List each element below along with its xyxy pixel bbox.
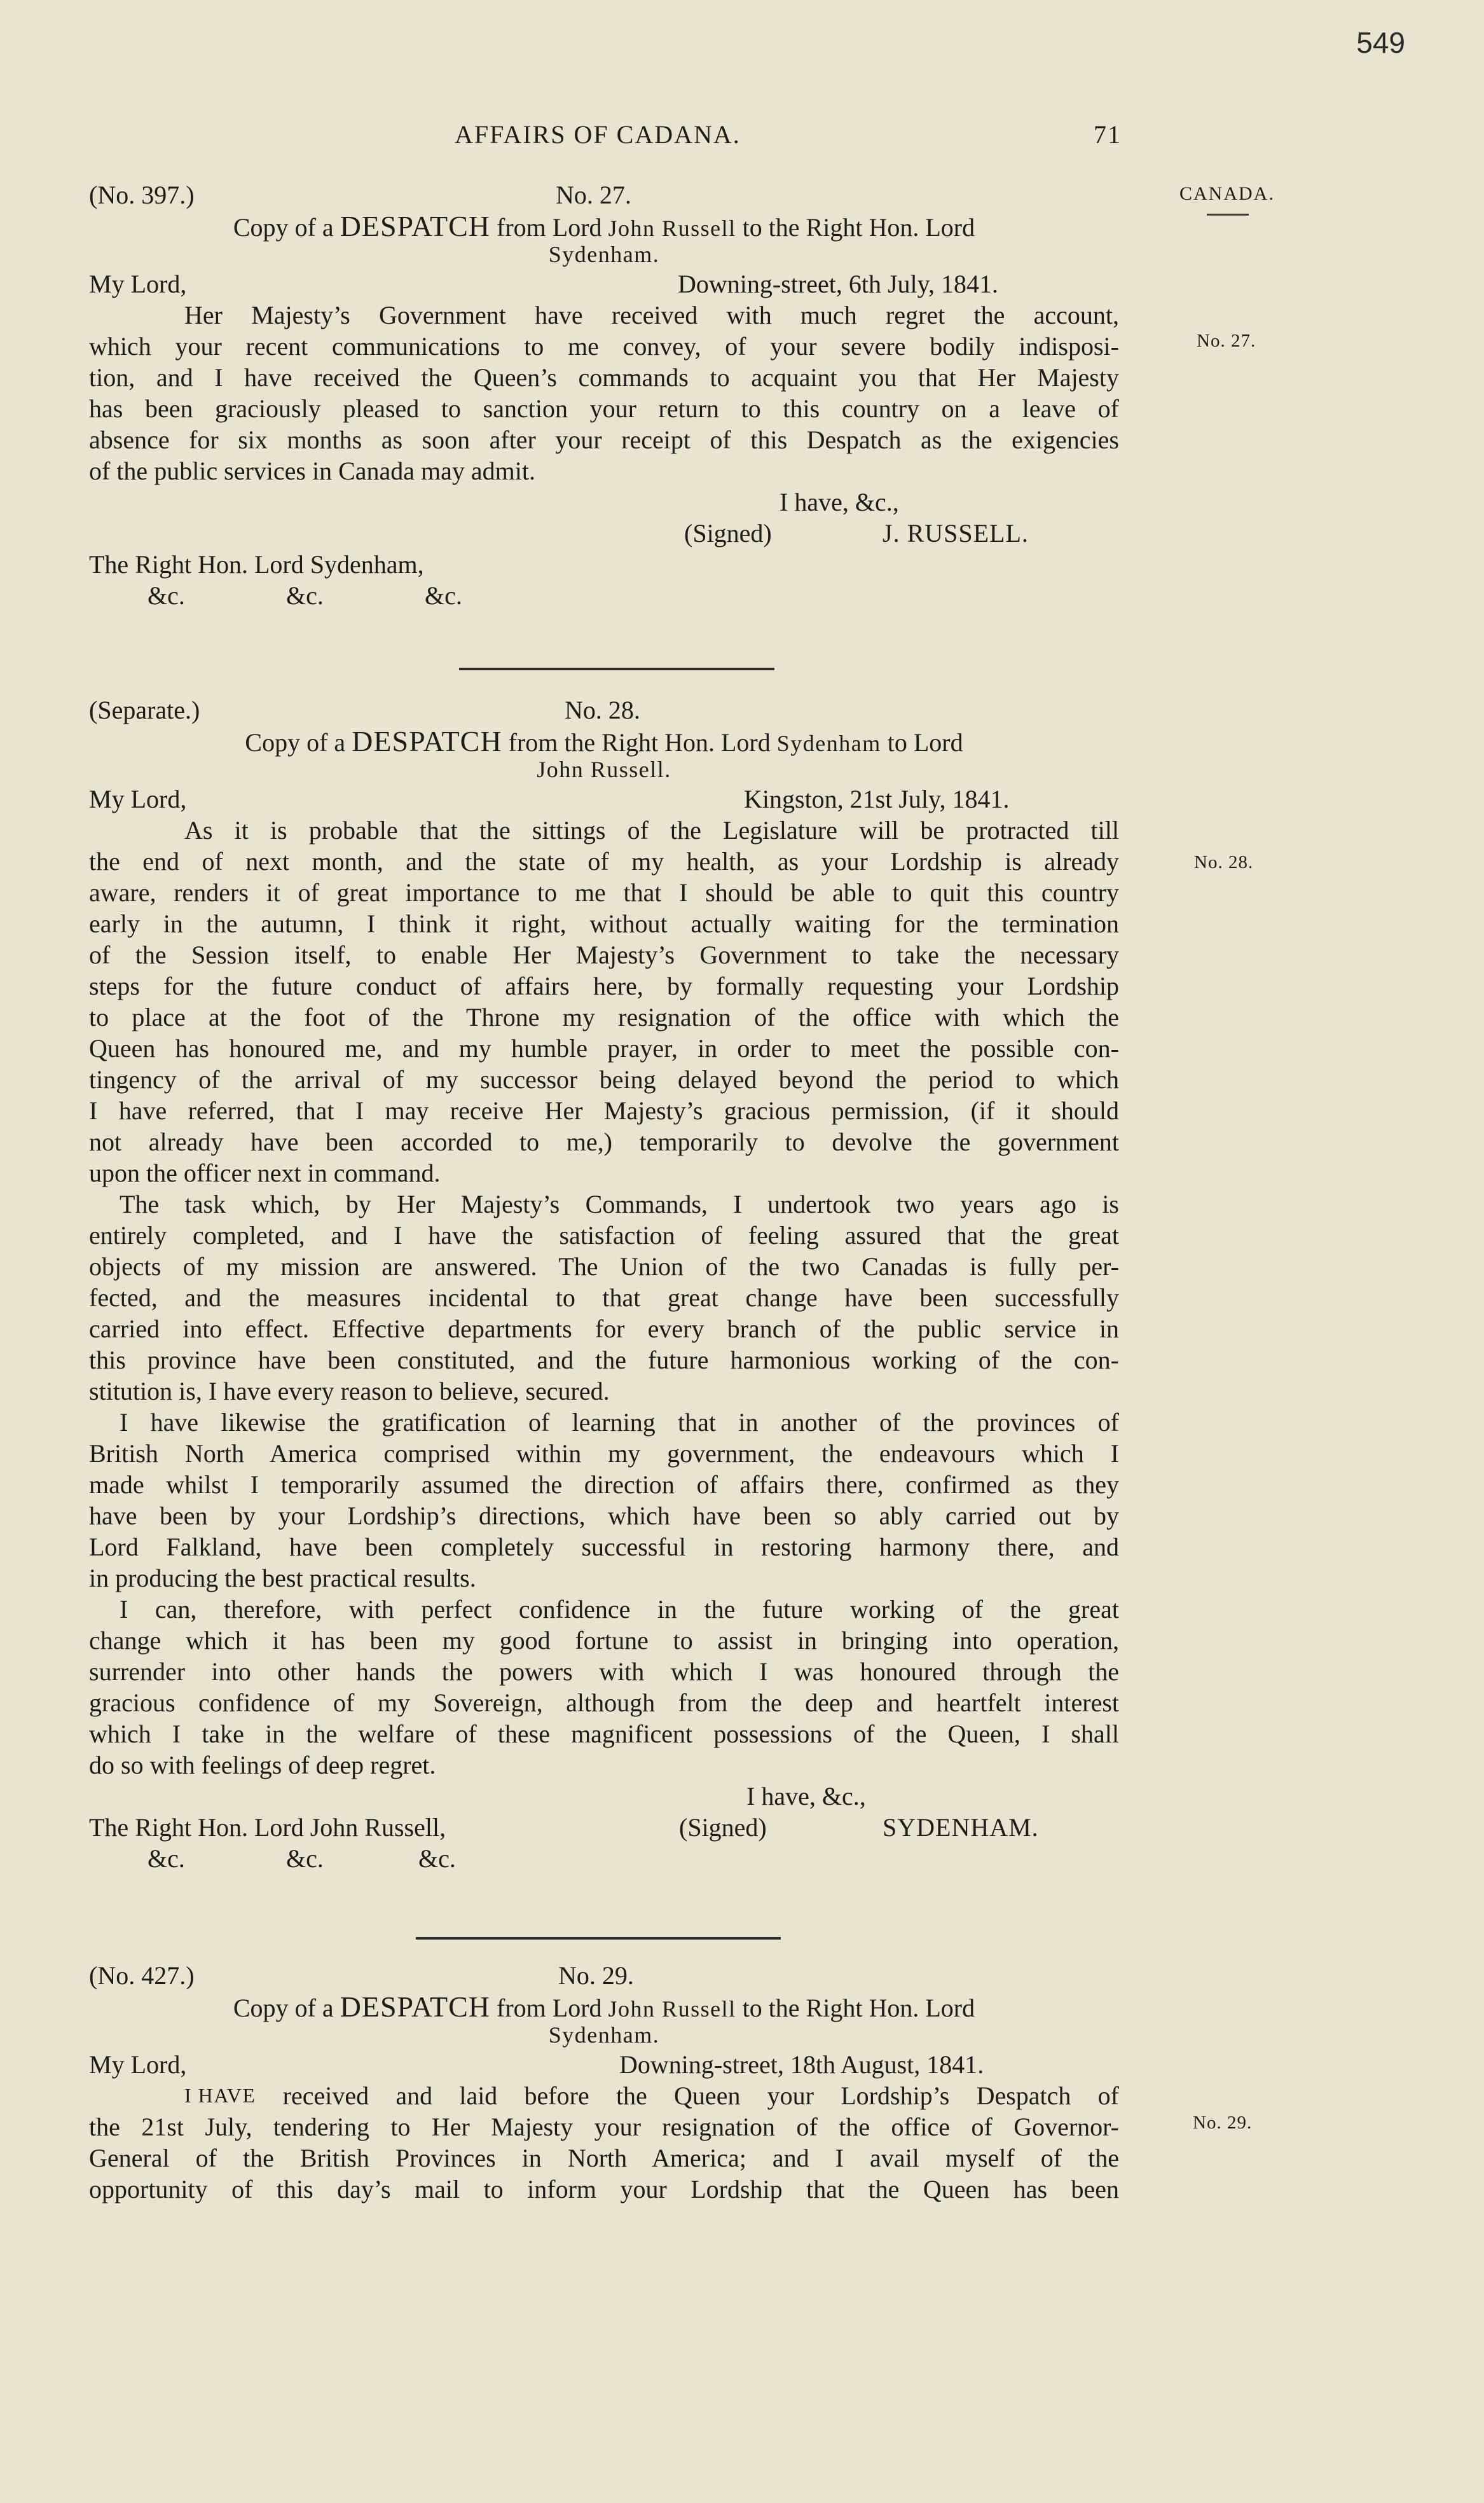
- body-line: tingency of the arrival of my successor being delayed beyond the period to which: [89, 1065, 1119, 1094]
- signature-row: [89, 1812, 1119, 1843]
- despatch-number: No. 28.: [565, 696, 640, 724]
- body-line: of the public services in Canada may admit.: [89, 457, 536, 485]
- body-line: not already have been accorded to me,) temporarily to devolve the government: [89, 1127, 1119, 1156]
- folio-number: 549: [1356, 26, 1405, 59]
- title-despatch: DESPATCH: [340, 1990, 491, 2023]
- title-part: of a: [288, 1994, 340, 2022]
- etc-row: [89, 580, 1119, 611]
- body-text: received and laid before the Queen your Lordship’s Despatch of: [256, 2081, 1119, 2110]
- title-despatch: DESPATCH: [340, 210, 491, 242]
- body-line: The task which, by Her Majesty’s Commands, I undertook two years ago is: [120, 1190, 1119, 1218]
- closing-row: [89, 1781, 1119, 1812]
- closing: I have, &c.,: [780, 488, 899, 516]
- title-name: Sydenham: [776, 731, 881, 756]
- title-name: John Russell: [608, 216, 736, 241]
- body-line: has been graciously pleased to sanction your return to this country on a leave of: [89, 394, 1119, 423]
- body-lead: I HAVE: [184, 2084, 256, 2107]
- despatch-ref: (No. 397.): [89, 181, 195, 209]
- title-part: to Lord: [881, 728, 963, 757]
- section-divider: [459, 668, 774, 670]
- body-line: British North America comprised within my government, the endeavours which I: [89, 1439, 1119, 1468]
- body-line: opportunity of this day’s mail to inform your Lordship that the Queen has been: [89, 2175, 1119, 2203]
- margin-note: No. 27.: [1197, 331, 1256, 351]
- body-line: which your recent communications to me convey, of your severe bodily indisposi-: [89, 332, 1119, 361]
- etc: &c.: [286, 1844, 324, 1873]
- body-line: Lord Falkland, have been completely successful in restoring harmony there, and: [89, 1533, 1119, 1561]
- body-line: I have likewise the gratification of learning that in another of the provinces of: [120, 1408, 1119, 1437]
- salutation-row: [89, 2049, 1119, 2080]
- closing-row: [89, 486, 1119, 518]
- running-page-number: 71: [1094, 120, 1122, 149]
- title-part: from the Right Hon. Lord: [502, 728, 777, 757]
- title-part: of a: [288, 213, 340, 242]
- body-line: tion, and I have received the Queen’s commands to acquaint you that Her Majesty: [89, 363, 1119, 392]
- margin-note: No. 29.: [1193, 2113, 1253, 2133]
- despatch-title-line2: Sydenham.: [548, 242, 660, 267]
- place-date: Downing-street, 18th August, 1841.: [619, 2050, 984, 2079]
- despatch-ref: (Separate.): [89, 696, 200, 724]
- body-line: [89, 2080, 1119, 2111]
- body-line: in producing the best practical results.: [89, 1564, 476, 1592]
- running-title: AFFAIRS OF CADANA.: [455, 120, 741, 149]
- title-part: from Lord: [490, 213, 608, 242]
- despatch-number: No. 29.: [558, 1961, 634, 1990]
- signature-row: [89, 518, 1119, 549]
- addressee: The Right Hon. Lord John Russell,: [89, 1813, 446, 1842]
- body-line: of the Session itself, to enable Her Majesty’s Government to take the necessary: [89, 941, 1119, 969]
- body-line: the end of next month, and the state of my health, as your Lordship is already: [89, 847, 1119, 876]
- etc-row: [89, 1843, 1119, 1874]
- despatch-27: [89, 179, 1119, 611]
- etc: &c.: [418, 1844, 456, 1873]
- body-line: steps for the future conduct of affairs here, by formally requesting your Lordship: [89, 972, 1119, 1000]
- title-part: of a: [300, 728, 352, 757]
- body-line: I can, therefore, with perfect confidence in the future working of the great: [120, 1595, 1119, 1624]
- despatch-title: [89, 210, 1119, 242]
- signature: SYDENHAM.: [883, 1813, 1039, 1842]
- body-line: entirely completed, and I have the satisfaction of feeling assured that the great: [89, 1221, 1119, 1250]
- body-line: which I take in the welfare of these magnificent possessions of the Queen, I shall: [89, 1720, 1119, 1748]
- body-line: the 21st July, tendering to Her Majesty your resignation of the office of Governor-: [89, 2113, 1119, 2141]
- title-part: to the Right Hon. Lord: [736, 213, 975, 242]
- body-line: absence for six months as soon after your receipt of this Despatch as the exigencies: [89, 425, 1119, 454]
- body-line: upon the officer next in command.: [89, 1159, 441, 1187]
- signed-label: (Signed): [679, 1813, 767, 1842]
- title-name: John Russell: [608, 1996, 736, 2022]
- title-part: from Lord: [490, 1994, 608, 2022]
- body-line: change which it has been my good fortune to assist in bringing into operation,: [89, 1626, 1119, 1655]
- body-line: Her Majesty’s Government have received with much regret the account,: [184, 301, 1119, 329]
- signature: J. RUSSELL.: [883, 519, 1029, 548]
- salutation-row: [89, 783, 1119, 815]
- body-line: As it is probable that the sittings of the Legislature will be protracted till: [184, 816, 1119, 845]
- body-line: gracious confidence of my Sovereign, although from the deep and heartfelt interest: [89, 1688, 1119, 1717]
- body-line: General of the British Provinces in North America; and I avail myself of the: [89, 2144, 1119, 2172]
- body-line: surrender into other hands the powers with which I was honoured through the: [89, 1657, 1119, 1686]
- body-line: have been by your Lordship’s directions, which have been so ably carried out by: [89, 1501, 1119, 1530]
- body-line: to place at the foot of the Throne my resignation of the office with which the: [89, 1003, 1119, 1031]
- despatch-28: [89, 694, 1119, 1874]
- place-date: Kingston, 21st July, 1841.: [744, 785, 1010, 813]
- body-line: do so with feelings of deep regret.: [89, 1751, 436, 1779]
- despatch-title-line2: Sydenham.: [548, 2022, 660, 2048]
- title-copy: Copy: [233, 213, 289, 242]
- salutation: My Lord,: [89, 270, 187, 298]
- etc: &c.: [425, 581, 462, 610]
- title-copy: Copy: [245, 728, 301, 757]
- margin-note: No. 28.: [1194, 852, 1254, 872]
- body-line: early in the autumn, I think it right, without actually waiting for the termination: [89, 909, 1119, 938]
- etc: &c.: [148, 1844, 185, 1873]
- title-despatch: DESPATCH: [352, 725, 502, 757]
- body-line: I have referred, that I may receive Her Majesty’s gracious permission, (if it should: [89, 1096, 1119, 1125]
- title-part: to the Right Hon. Lord: [736, 1994, 975, 2022]
- despatch-heading-row: [89, 1960, 1119, 1991]
- despatch-title: [89, 1991, 1119, 2022]
- body-line: made whilst I temporarily assumed the direction of affairs there, confirmed as they: [89, 1470, 1119, 1499]
- place-date: Downing-street, 6th July, 1841.: [678, 270, 999, 298]
- etc: &c.: [286, 581, 324, 610]
- addressee: The Right Hon. Lord Sydenham,: [89, 550, 424, 579]
- body-line: objects of my mission are answered. The Union of the two Canadas is fully per-: [89, 1252, 1119, 1281]
- body-line: stitution is, I have every reason to believe, secured.: [89, 1377, 610, 1405]
- salutation-row: [89, 268, 1119, 300]
- despatch-ref: (No. 427.): [89, 1961, 195, 1990]
- body-line: Queen has honoured me, and my humble prayer, in order to meet the possible con-: [89, 1034, 1119, 1063]
- despatch-number: No. 27.: [556, 181, 631, 209]
- body-line: this province have been constituted, and the future harmonious working of the con-: [89, 1346, 1119, 1374]
- signed-label: (Signed): [684, 519, 772, 548]
- etc: &c.: [148, 581, 185, 610]
- salutation: My Lord,: [89, 2050, 187, 2079]
- salutation: My Lord,: [89, 785, 187, 813]
- closing: I have, &c.,: [746, 1782, 866, 1810]
- body-line: aware, renders it of great importance to me that I should be able to quit this country: [89, 878, 1119, 907]
- side-heading: CANADA.: [1179, 183, 1275, 204]
- body-line: fected, and the measures incidental to that great change have been successfully: [89, 1283, 1119, 1312]
- side-heading-rule: [1207, 214, 1249, 216]
- despatch-heading-row: [89, 694, 1119, 726]
- despatch-title: [89, 726, 1119, 757]
- despatch-title-line2: John Russell.: [537, 757, 671, 782]
- despatch-heading-row: [89, 179, 1119, 210]
- title-copy: Copy: [233, 1994, 289, 2022]
- section-divider: [416, 1937, 781, 1940]
- despatch-29: [89, 1960, 1119, 2205]
- body-line: carried into effect. Effective departments for every branch of the public service in: [89, 1314, 1119, 1343]
